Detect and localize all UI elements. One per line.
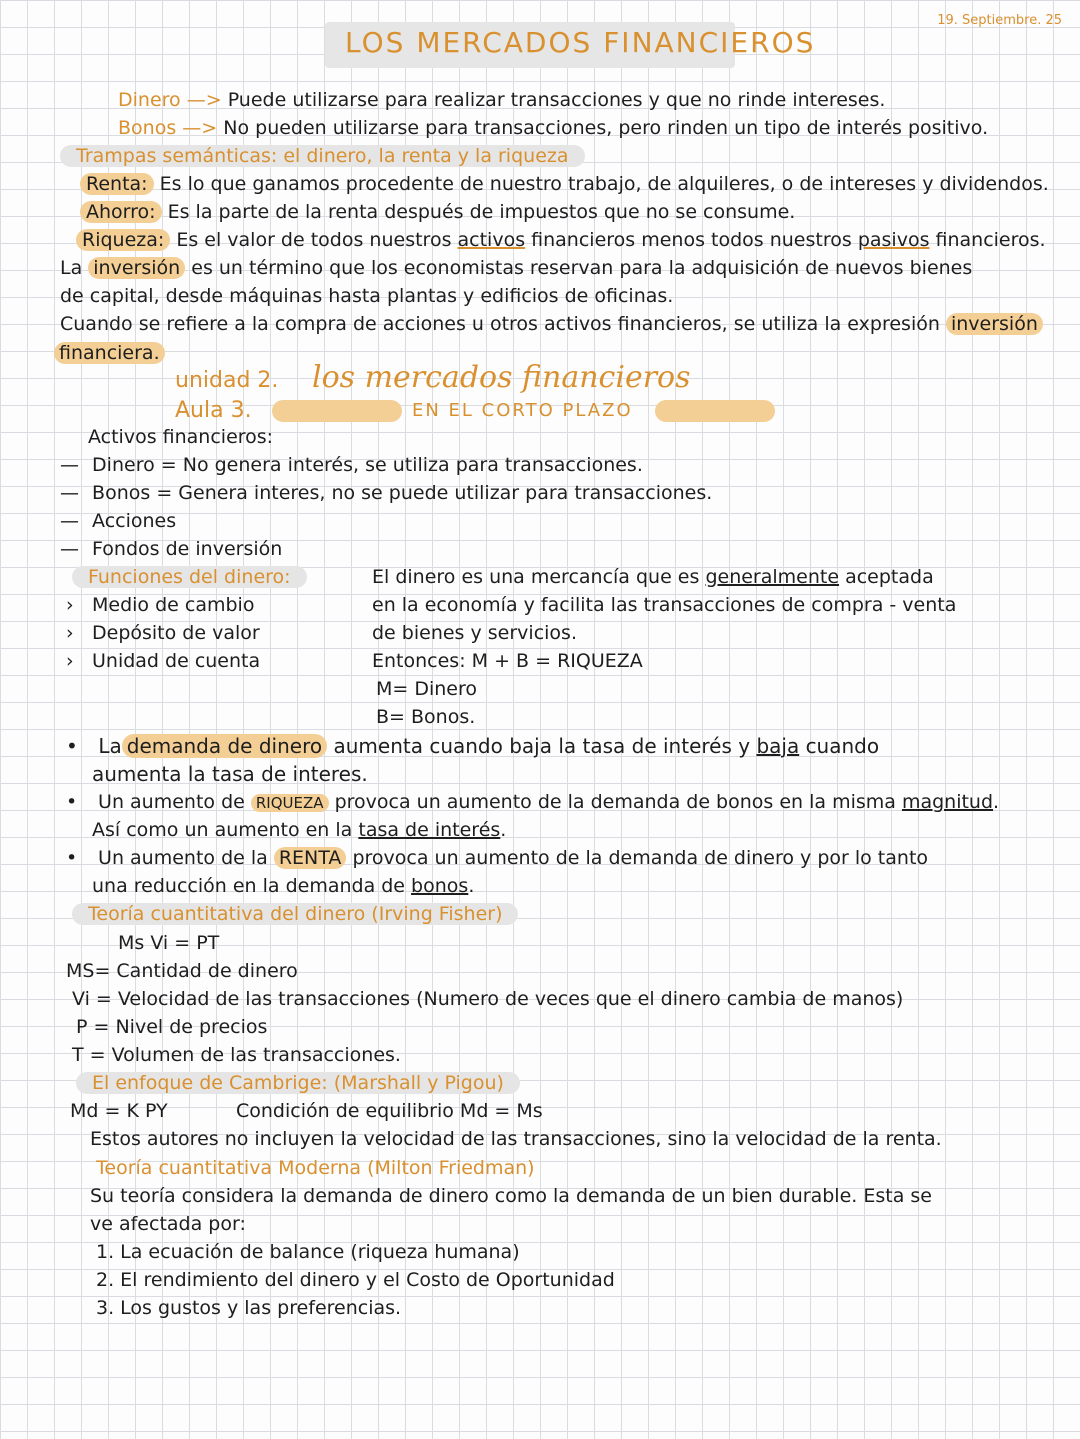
inv-financiera: financiera. [54,342,165,364]
inv-text-d: Cuando se refiere a la compra de acciones u otros activos financieros, se utiliza la expresión [60,313,940,335]
bullet-3 [66,845,928,871]
bullet-icon: • [66,734,78,758]
activo-label: Acciones [92,510,177,532]
b3-text-a: Un aumento de la [98,847,268,869]
dinero-def-3: de bienes y servicios. [372,622,577,644]
dinero-text: Puede utilizarse para realizar transacciones y que no rinde intereses. [227,89,886,111]
b2-period: . [993,791,1000,813]
b1-text-b: aumenta cuando baja la tasa de interés y [333,734,751,758]
fisher-ms: MS= Cantidad de dinero [66,960,298,982]
bullet-3-cont [92,873,474,899]
def-generalmente: generalmente [705,566,840,588]
trampas-text: Trampas semánticas: el dinero, la renta y la riqueza [60,145,585,167]
inv-text-b: es un término que los economistas reservan para la adquisición de nuevos bienes [191,257,973,279]
renta-text: Es lo que ganamos procedente de nuestro trabajo, de alquileres, o de intereses y dividendos. [159,173,1049,195]
riqueza-text-b: financieros menos todos nuestros [531,229,852,251]
aula-label: Aula 3. [175,398,252,423]
cambridge-condition: Condición de equilibrio Md = Ms [236,1100,543,1122]
fisher-text: Teoría cuantitativa del dinero (Irving Fisher) [72,903,518,925]
inv-word-2: inversión [946,313,1043,335]
b3-period: . [468,875,475,897]
friedman-text-2: ve afectada por: [90,1213,246,1235]
b2-text-b: provoca un aumento de la demanda de bonos en la misma [334,791,896,813]
m-def: M= Dinero [376,678,478,700]
riqueza-line [76,227,1046,253]
decorative-bar-right [655,400,775,422]
fisher-heading [72,901,518,927]
riqueza-activos: activos [457,229,526,251]
riqueza-text-a: Es el valor de todos nuestros [176,229,452,251]
activo-label: Dinero [92,454,155,476]
page-title: LOS MERCADOS FINANCIEROS [345,26,816,59]
inversion-line-3 [60,311,1043,337]
bonos-label: Bonos [118,117,177,139]
b3-bonos: bonos [411,875,469,897]
activo-item-acciones [60,508,176,534]
riqueza-label: Riqueza: [76,229,170,251]
b3-highlight: RENTA [274,847,347,869]
def-text: El dinero es una mercancía que es [372,566,700,588]
def-text-b: aceptada [845,566,934,588]
bullet-icon: • [66,791,78,813]
decorative-bar-left [272,400,402,422]
b1-text-d: cuando [805,734,880,758]
b1-highlight: demanda de dinero [122,734,327,758]
activo-text: = No genera interés, se utiliza para transacciones. [160,454,643,476]
activo-label: Bonos [92,482,151,504]
funciones-text: Funciones del dinero: [72,566,307,588]
date: 19. Septiembre. 25 [937,13,1062,28]
renta-line [80,171,1049,197]
friedman-item: 1. La ecuación de balance (riqueza humana) [96,1241,520,1263]
b-def: B= Bonos. [376,706,476,728]
activo-label: Fondos de inversión [92,538,283,560]
chevron-right-icon: › [66,594,74,616]
unit-script-title: los mercados financieros [312,360,691,395]
renta-label: Renta: [80,173,154,195]
cambridge-heading [76,1070,520,1096]
b2-text-a: Un aumento de [98,791,245,813]
bullet-2-cont [92,817,506,843]
activos-heading: Activos financieros: [88,426,274,448]
fisher-p: P = Nivel de precios [76,1016,268,1038]
dinero-def-2: en la economía y facilita las transacciones de compra - venta [372,594,957,616]
unit-subtitle: EN EL CORTO PLAZO [412,400,633,421]
cambridge-formula: Md = K PY [70,1100,168,1122]
bullet-icon: • [66,847,78,869]
cambridge-text: El enfoque de Cambrige: (Marshall y Pigou) [76,1072,520,1094]
chevron-right-icon: › [66,650,74,672]
activo-item-fondos [60,536,282,562]
trampas-heading [60,143,585,169]
inv-word: inversión [88,257,185,279]
dash-icon: — [60,538,79,560]
fisher-vi: Vi = Velocidad de las transacciones (Numero de veces que el dinero cambia de manos) [72,988,904,1010]
b1-text-a: La [98,734,122,758]
dinero-label: Dinero [118,89,181,111]
funcion-item [66,648,260,674]
bonos-line [118,115,988,141]
dash-icon: — [60,510,79,532]
inversion-line-1 [60,255,972,281]
funcion-label: Depósito de valor [92,622,260,644]
inv-text-a: La [60,257,83,279]
cambridge-text-body: Estos autores no incluyen la velocidad de las transacciones, sino la velocidad de la renta. [90,1128,942,1150]
bullet-1-cont: aumenta la tasa de interes. [92,762,368,786]
b2-period-2: . [500,819,507,841]
b3-text-c: una reducción en la demanda de [92,875,405,897]
activo-item-bonos [60,480,712,506]
friedman-item: 3. Los gustos y las preferencias. [96,1297,402,1319]
activo-text: = Genera interes, no se puede utilizar para transacciones. [156,482,713,504]
b2-tasa: tasa de interés [358,819,501,841]
inversion-line-4 [54,340,165,366]
b2-magnitud: magnitud [901,791,994,813]
b3-text-b: provoca un aumento de la demanda de dinero y por lo tanto [352,847,929,869]
funcion-label: Unidad de cuenta [92,650,261,672]
dash-icon: — [60,454,79,476]
ahorro-line [80,199,795,225]
funcion-item [66,592,254,618]
funcion-label: Medio de cambio [92,594,255,616]
friedman-text-1: Su teoría considera la demanda de dinero como la demanda de un bien durable. Esta se [90,1185,932,1207]
bonos-text: No pueden utilizarse para transacciones, pero rinden un tipo de interés positivo. [223,117,989,139]
inversion-line-2: de capital, desde máquinas hasta plantas y edificios de oficinas. [60,285,674,307]
arrow: —> [182,117,218,139]
b2-text-e: Así como un aumento en la [92,819,353,841]
riqueza-formula: Entonces: M + B = RIQUEZA [372,650,643,672]
fisher-formula: Ms Vi = PT [118,932,220,954]
funcion-item [66,620,260,646]
riqueza-text-c: financieros. [935,229,1046,251]
dash-icon: — [60,482,79,504]
funciones-heading [72,564,307,590]
bullet-2 [66,789,999,816]
bullet-1 [66,733,879,759]
ahorro-label: Ahorro: [80,201,162,223]
unidad-label: unidad 2. [175,368,279,393]
friedman-item: 2. El rendimiento del dinero y el Costo de Oportunidad [96,1269,615,1291]
arrow: —> [186,89,222,111]
ahorro-text: Es la parte de la renta después de impuestos que no se consume. [167,201,796,223]
dinero-def-1 [372,564,934,590]
riqueza-pasivos: pasivos [857,229,930,251]
friedman-heading: Teoría cuantitativa Moderna (Milton Friedman) [96,1157,535,1179]
dinero-line [118,87,885,113]
b1-baja: baja [756,734,800,758]
b2-highlight: RIQUEZA [251,794,329,812]
chevron-right-icon: › [66,622,74,644]
fisher-t: T = Volumen de las transacciones. [72,1044,401,1066]
activo-item-dinero [60,452,643,478]
